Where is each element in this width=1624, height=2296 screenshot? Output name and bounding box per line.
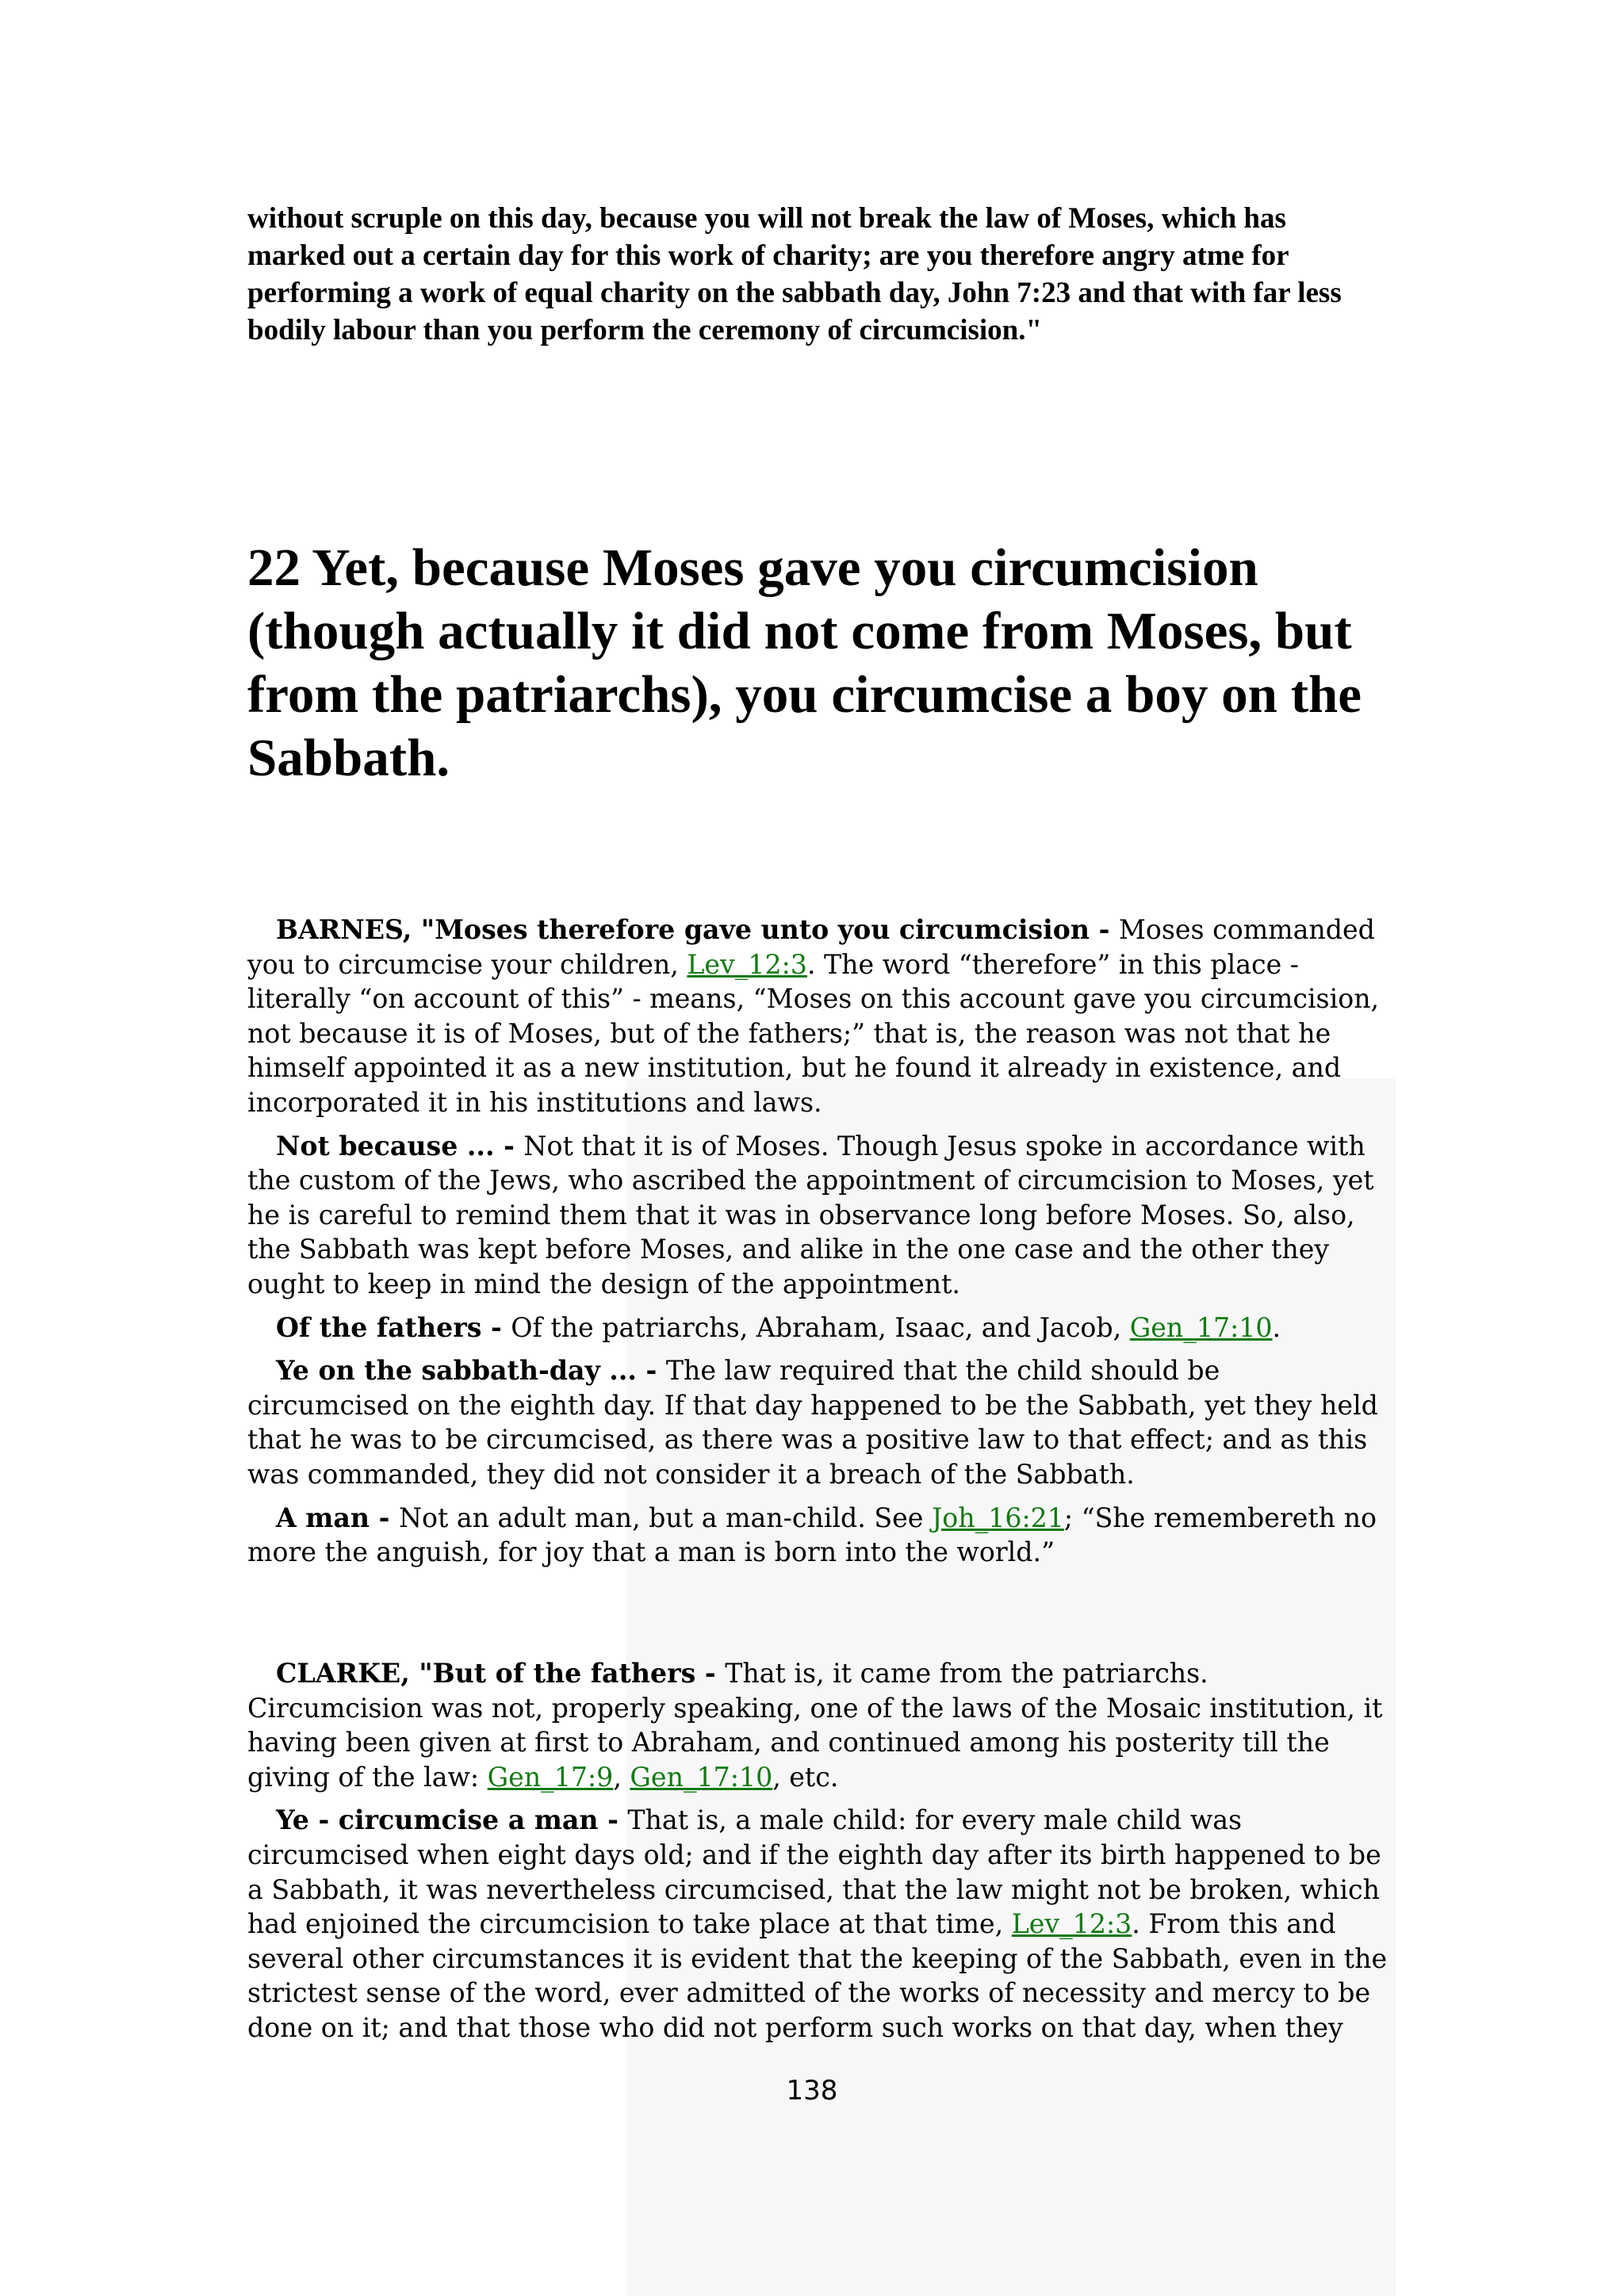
- clarke-paragraph: [247, 1803, 1389, 2045]
- scripture-link-lev-12-3[interactable]: Lev_12:3: [1011, 1908, 1132, 1940]
- paragraph-text: , etc.: [772, 1761, 839, 1793]
- barnes-lead-phrase: BARNES, "Moses therefore gave unto you circumcision -: [276, 914, 1119, 945]
- paragraph-text: . From this and several other circumstances it is evident that the keeping of the Sabbath, even in the strictest sense of the word, ever admitted of the works of necessity and mercy to be done on it; and that those who did not perform such works on that day, when they: [247, 1908, 1388, 2043]
- barnes-lead-phrase: A man -: [276, 1502, 399, 1533]
- paragraph-text: That is, a male child: for every male child was circumcised when eight days old; and if the eighth day after its birth happened to be a Sabbath, it was nevertheless circumcised, that the law might not be broken, which had enjoined the circumcision to take place at that time,: [247, 1804, 1381, 1940]
- barnes-paragraph: [247, 1129, 1389, 1302]
- barnes-lead-phrase: Ye on the sabbath-day ... -: [276, 1355, 666, 1387]
- scripture-link-joh-16-21[interactable]: Joh_16:21: [931, 1502, 1064, 1533]
- paragraph-text: Not an adult man, but a man-child. See: [398, 1502, 932, 1533]
- scripture-link-gen-17-10[interactable]: Gen_17:10: [1129, 1311, 1273, 1343]
- paragraph-text: .: [1272, 1311, 1281, 1343]
- paragraph-text: Moses commanded you to circumcise your children,: [247, 914, 1375, 980]
- barnes-commentary: [247, 913, 1389, 1578]
- intro-paragraph: without scruple on this day, because you will not break the law of Moses, which has marked out a certain day for this work of charity; are you therefore angry atme for performing a work of equal charity on the sabbath day, John 7:23 and that with far less bodily labour than you perform the ceremony of circumcision.": [247, 202, 1342, 346]
- paragraph-text: That is, it came from the patriarchs. Circumcision was not, properly speaking, one of the laws of the Mosaic institution, it having been given at first to Abraham, and continued among his posterity till the giving of the law:: [247, 1658, 1383, 1793]
- clarke-lead-phrase: CLARKE, "But of the fathers -: [276, 1658, 726, 1689]
- page-number: 138: [786, 2075, 838, 2107]
- paragraph-text: . The word “therefore” in this place - literally “on account of this” - means, “Moses on this account gave you circumcision, not because it is of Moses, but of the fathers;” that is, the reason was not that he himself appointed it as a new institution, but he found it already in existence, and incorporated it in his institutions and laws.: [247, 948, 1380, 1118]
- clarke-commentary: [247, 1656, 1389, 2054]
- paragraph-text: Not that it is of Moses. Though Jesus spoke in accordance with the custom of the Jews, who ascribed the appointment of circumcision to Moses, yet he is careful to remind them that it was in observance long before Moses. So, also, the Sabbath was kept before Moses, and alike in the one case and the other they ought to keep in mind the design of the appointment.: [247, 1130, 1374, 1299]
- scripture-link-gen-17-10[interactable]: Gen_17:10: [630, 1761, 773, 1793]
- barnes-paragraph: [247, 1311, 1389, 1345]
- verse-heading: 22 Yet, because Moses gave you circumcision (though actually it did not come from Moses, but from the patriarchs), you circumcise a boy on the Sabbath.: [247, 538, 1362, 787]
- link-separator: ,: [613, 1761, 630, 1793]
- scripture-link-gen-17-9[interactable]: Gen_17:9: [487, 1761, 614, 1793]
- barnes-paragraph: [247, 1501, 1389, 1570]
- scripture-link-lev-12-3[interactable]: Lev_12:3: [687, 948, 807, 980]
- clarke-paragraph: [247, 1656, 1389, 1794]
- paragraph-text: ; “She remembereth no more the anguish, for joy that a man is born into the world.”: [247, 1502, 1377, 1568]
- paragraph-text: The law required that the child should be circumcised on the eighth day. If that day happened to be the Sabbath, yet they held that he was to be circumcised, as there was a positive law to that effect; and as this was commanded, they did not consider it a breach of the Sabbath.: [247, 1355, 1378, 1490]
- barnes-paragraph: [247, 1353, 1389, 1491]
- paragraph-text: Of the patriarchs, Abraham, Isaac, and Jacob,: [511, 1311, 1130, 1343]
- barnes-lead-phrase: Of the fathers -: [276, 1311, 511, 1343]
- barnes-lead-phrase: Not because ... -: [276, 1130, 524, 1161]
- barnes-paragraph: [247, 913, 1389, 1120]
- clarke-lead-phrase: Ye - circumcise a man -: [276, 1804, 628, 1836]
